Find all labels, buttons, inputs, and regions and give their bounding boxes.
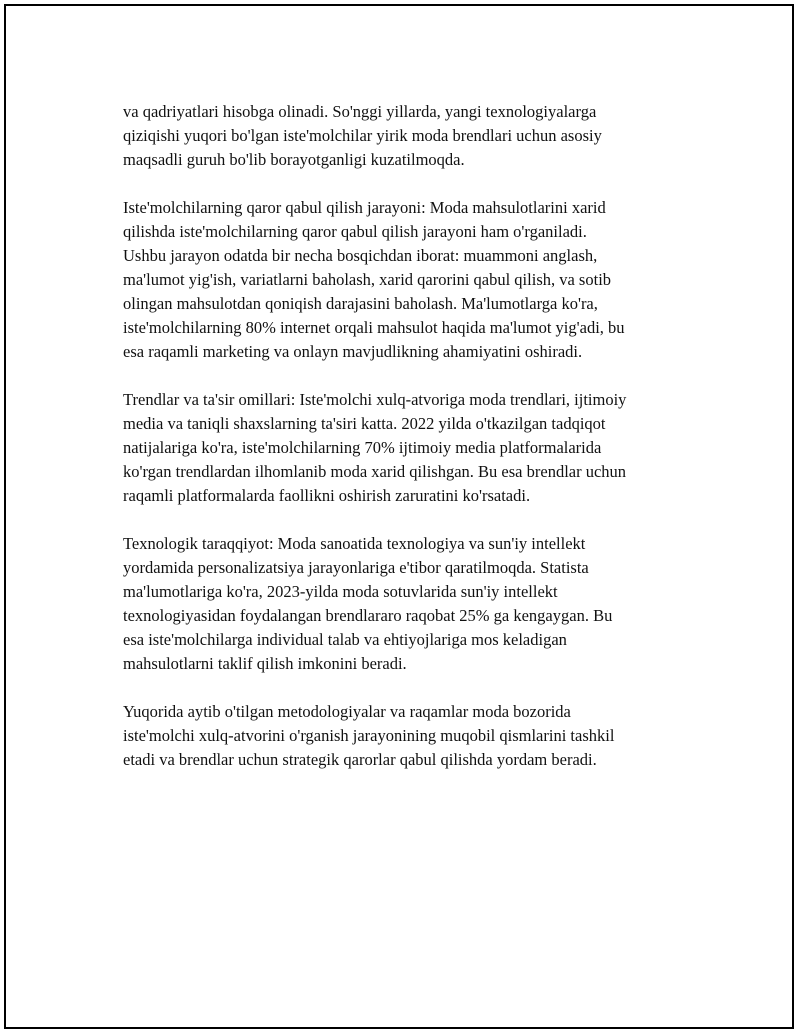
text-line: ma'lumotlariga ko'ra, 2023-yilda moda sotuvlarida sun'iy intellekt — [123, 582, 558, 601]
text-line: va qadriyatlari hisobga olinadi. So'nggi yillarda, yangi texnologiyalarga — [123, 102, 597, 121]
text-line: ko'rgan trendlardan ilhomlanib moda xarid qilishgan. Bu esa brendlar uchun — [123, 462, 627, 481]
text-line: etadi va brendlar uchun strategik qarorlar qabul qilishda yordam beradi. — [123, 750, 597, 769]
text-line: iste'molchi xulq-atvorini o'rganish jarayonining muqobil qismlarini tashkil — [123, 726, 615, 745]
paragraph-values-intro — [123, 100, 703, 172]
text-line: ma'lumot yig'ish, variatlarni baholash, xarid qarorini qabul qilish, va sotib — [123, 270, 612, 289]
text-line: yordamida personalizatsiya jarayonlariga e'tibor qaratilmoqda. Statista — [123, 558, 589, 577]
text-line: natijalariga ko'ra, iste'molchilarning 70% ijtimoiy media platformalarida — [123, 438, 602, 457]
text-line: Trendlar va ta'sir omillari: Iste'molchi xulq-atvoriga moda trendlari, ijtimoiy — [123, 390, 627, 409]
page-frame — [4, 4, 794, 1029]
paragraph-conclusion — [123, 700, 703, 772]
document-body — [123, 100, 703, 796]
paragraph-decision-process — [123, 196, 703, 364]
text-line: mahsulotlarni taklif qilish imkonini beradi. — [123, 654, 407, 673]
paragraph-technology — [123, 532, 703, 676]
text-line: media va taniqli shaxslarning ta'siri katta. 2022 yilda o'tkazilgan tadqiqot — [123, 414, 606, 433]
text-line: raqamli platformalarda faollikni oshirish zaruratini ko'rsatadi. — [123, 486, 531, 505]
text-line: Yuqorida aytib o'tilgan metodologiyalar va raqamlar moda bozorida — [123, 702, 571, 721]
text-line: qiziqishi yuqori bo'lgan iste'molchilar yirik moda brendlari uchun asosiy — [123, 126, 602, 145]
text-line: Texnologik taraqqiyot: Moda sanoatida texnologiya va sun'iy intellekt — [123, 534, 586, 553]
text-line: iste'molchilarning 80% internet orqali mahsulot haqida ma'lumot yig'adi, bu — [123, 318, 625, 337]
text-line: olingan mahsulotdan qoniqish darajasini baholash. Ma'lumotlarga ko'ra, — [123, 294, 598, 313]
text-line: maqsadli guruh bo'lib borayotganligi kuzatilmoqda. — [123, 150, 465, 169]
text-line: esa iste'molchilarga individual talab va ehtiyojlariga mos keladigan — [123, 630, 567, 649]
text-line: texnologiyasidan foydalangan brendlararo raqobat 25% ga kengaygan. Bu — [123, 606, 613, 625]
text-line: qilishda iste'molchilarning qaror qabul qilish jarayoni ham o'rganiladi. — [123, 222, 587, 241]
text-line: Ushbu jarayon odatda bir necha bosqichdan iborat: muammoni anglash, — [123, 246, 598, 265]
paragraph-trends — [123, 388, 703, 508]
text-line: esa raqamli marketing va onlayn mavjudlikning ahamiyatini oshiradi. — [123, 342, 583, 361]
text-line: Iste'molchilarning qaror qabul qilish jarayoni: Moda mahsulotlarini xarid — [123, 198, 606, 217]
